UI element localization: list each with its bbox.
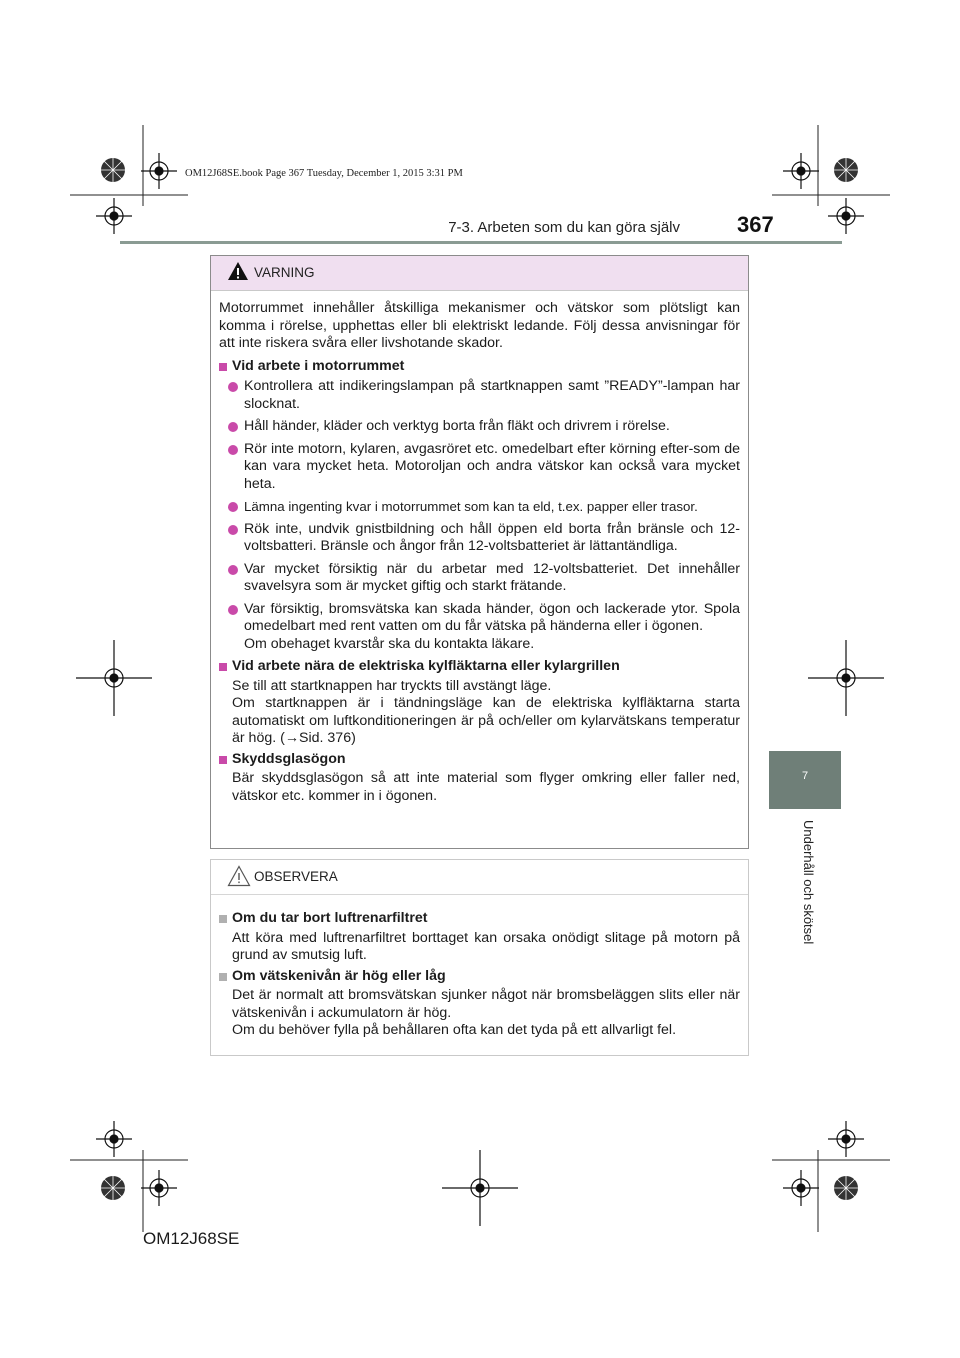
list-item: Håll händer, kläder och verktyg borta från fläkt och drivrem i rörelse. [219, 418, 740, 436]
footer-code: OM12J68SE [143, 1229, 240, 1248]
chapter-number: 7 [801, 770, 809, 782]
list-item: Rök inte, undvik gnistbildning och håll öppen eld borta från bränsle och 12-voltsbatteri. Bränsle och ångor från 12-voltsbatteriet är lättantändliga. [219, 521, 740, 556]
notice-section-title: Om du tar bort luftrenarfiltret [219, 910, 740, 928]
page-number: 367 [737, 212, 774, 237]
notice-body [211, 895, 748, 1040]
warning-section-title: Vid arbete i motorrummet [219, 358, 740, 376]
header-rule [120, 241, 842, 244]
warning-box [210, 255, 749, 849]
print-info: OM12J68SE.book Page 367 Tuesday, December 1, 2015 3:31 PM [185, 168, 463, 179]
list-item: Var försiktig, bromsvätska kan skada händer, ögon och lackerade ytor. Spola omedelbart med rent vatten om du får vätska på händerna eller i ögonen. Om obehaget kvarstår ska du kontakta läkare. [219, 601, 740, 654]
warning-section-text: Bär skyddsglasögon så att inte material som flyger omkring eller faller ned, vätskor etc. kommer in i ögonen. [232, 770, 740, 804]
warning-intro: Motorrummet innehåller åtskilliga mekanismer och vätskor som plötsligt kan komma i rörelse, upphettas eller bli elektriskt ledande. Följ dessa anvisningar för att inte riskera svåra eller livshotande skador. [219, 300, 740, 351]
notice-label: OBSERVERA [254, 869, 338, 884]
caution-triangle-icon [227, 865, 251, 887]
notice-header [211, 860, 748, 895]
list-item: Rör inte motorn, kylaren, avgasröret etc. omedelbart efter körning efter-som de kan vara mycket heta. Motoroljan och andra vätskor kan också vara mycket heta. [219, 441, 740, 494]
warning-body [211, 291, 748, 805]
warning-section-title: Skyddsglasögon [219, 751, 740, 769]
chapter-tab [769, 751, 841, 809]
warning-label: VARNING [254, 265, 315, 280]
notice-section-title: Om vätskenivån är hög eller låg [219, 968, 740, 986]
list-item: Var mycket försiktig när du arbetar med 12-voltsbatteriet. Det innehåller svavelsyra som är mycket giftig och starkt frätande. [219, 561, 740, 596]
list-item: Lämna ingenting kvar i motorrummet som kan ta eld, t.ex. papper eller trasor. [219, 498, 740, 516]
notice-section-text: Att köra med luftrenarfiltret borttaget kan orsaka onödigt slitage på motorn på grund av smutsig luft. [232, 929, 740, 963]
list-item: Kontrollera att indikeringslampan på startknappen samt ”READY”-lampan har slocknat. [219, 378, 740, 413]
notice-section-text: Det är normalt att bromsvätskan sjunker något när bromsbeläggen slits eller när vätskenivån i ackumulatorn är hög. Om du behöver fylla på behållaren ofta kan det tyda på ett allvarligt fel. [232, 987, 740, 1038]
section-title: 7-3. Arbeten som du kan göra själv [448, 219, 680, 236]
notice-box [210, 859, 749, 1056]
warning-section-text: Se till att startknappen har tryckts till avstängt läge. Om startknappen är i tändningsläge kan de elektriska kylfläktarna starta automatiskt om luftkonditioneringen är på och/eller om kylarvätskans temperatur är hög. (→Sid. 376) [232, 677, 740, 746]
warning-header [211, 256, 748, 291]
warning-triangle-icon [227, 261, 249, 281]
warning-section-title: Vid arbete nära de elektriska kylfläktarna eller kylargrillen [219, 658, 740, 676]
chapter-label: Underhåll och skötsel [801, 820, 816, 945]
